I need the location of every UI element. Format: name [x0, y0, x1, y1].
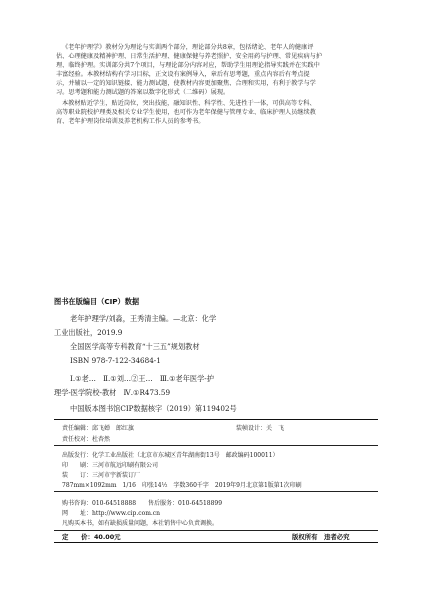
intro-line: 育、老年护理岗位培训及养老机构工作人员的参考书。: [56, 118, 205, 125]
cip-classification-line: 理学-医学院校-教材 Ⅳ.①R473.59: [54, 388, 171, 397]
intro-line: 估、心理健康及精神护理、日常生活护理、健康保健与养老照护、安全用药与护理、常见疾病与护: [56, 53, 323, 60]
binder-line: 装 订：三河市宇新装订厂: [62, 472, 141, 479]
rights-notice: 版权所有 违者必究: [292, 533, 350, 541]
responsible-editor: 责任编辑：邱飞婵 郎红旗: [62, 425, 135, 432]
divider: [54, 491, 378, 492]
phone-line: 购书咨询：010-64518888 售后服务：010-64518899: [62, 500, 223, 507]
intro-line: 高等职业院校护理类及相关专业学生使用，也可作为老年保健与管理专业、临床护理人员继续教: [56, 109, 316, 116]
cip-title-line: 老年护理学/刘淼，王秀清主编。—北京：化学: [70, 314, 217, 323]
divider: [54, 445, 378, 446]
proofreader: 责任校对：杜杏然: [62, 436, 111, 443]
spec-line: 787mm×1092mm 1/16 印张14½ 字数360千字 2019年9月北京第1版第1次印刷: [62, 482, 302, 489]
cip-isbn-line: ISBN 978-7-122-34684-1: [70, 356, 161, 365]
divider: [54, 530, 378, 531]
intro-line: 习。思考题和能力测试题的答案以数字化形式（二维码）展现。: [56, 89, 230, 96]
cover-designer: 装帧设计：关 飞: [236, 425, 285, 432]
cip-heading: 图书在版编目（CIP）数据: [54, 297, 140, 306]
divider: [54, 542, 378, 543]
publisher-line: 出版发行：化学工业出版社（北京市东城区青年湖南街13号 邮政编码100011）: [62, 452, 279, 459]
printer-line: 印 刷：三河市航远印刷有限公司: [62, 462, 159, 469]
cip-publisher-line: 工业出版社，2019.9: [54, 328, 123, 337]
intro-line: 丰富经验。本教材结构有学习目标，正文设有案例导入，章后有思考题，重点内容后有考点提: [56, 71, 310, 78]
cip-classification-line: Ⅰ.①老… Ⅱ.①刘…②王… Ⅲ.①老年医学-护: [70, 374, 214, 383]
quality-notice: 凡购买本书，如有缺损质量问题，本社销售中心负责调换。: [62, 520, 219, 527]
website-line: 网 址：http://www.cip.com.cn: [62, 510, 161, 517]
intro-line: 本教材贴近学生，贴近岗位，突出技能，融知识性、科学性、先进性于一体，可供高等专科、: [62, 100, 316, 107]
divider: [54, 419, 378, 420]
cip-core-number: 中国版本图书馆CIP数据核字（2019）第119402号: [70, 404, 237, 413]
cip-series-line: 全国医学高等专科教育“十三五”规划教材: [70, 342, 200, 351]
price: 定 价：40.00元: [62, 533, 121, 541]
intro-line: 理、临终护理。实训部分共7个项目，与理论部分内容对应，帮助学生用理论指导实践并在实践中: [56, 62, 320, 69]
intro-line: 《老年护理学》教材分为理论与实训两个部分，理论部分共8章，包括绪论、老年人的健康评: [62, 44, 314, 51]
intro-line: 示，并辅以一定的知识链接、能力测试题，使教材内容更加聚焦、合理和实用，有利于教学与学: [56, 80, 316, 87]
